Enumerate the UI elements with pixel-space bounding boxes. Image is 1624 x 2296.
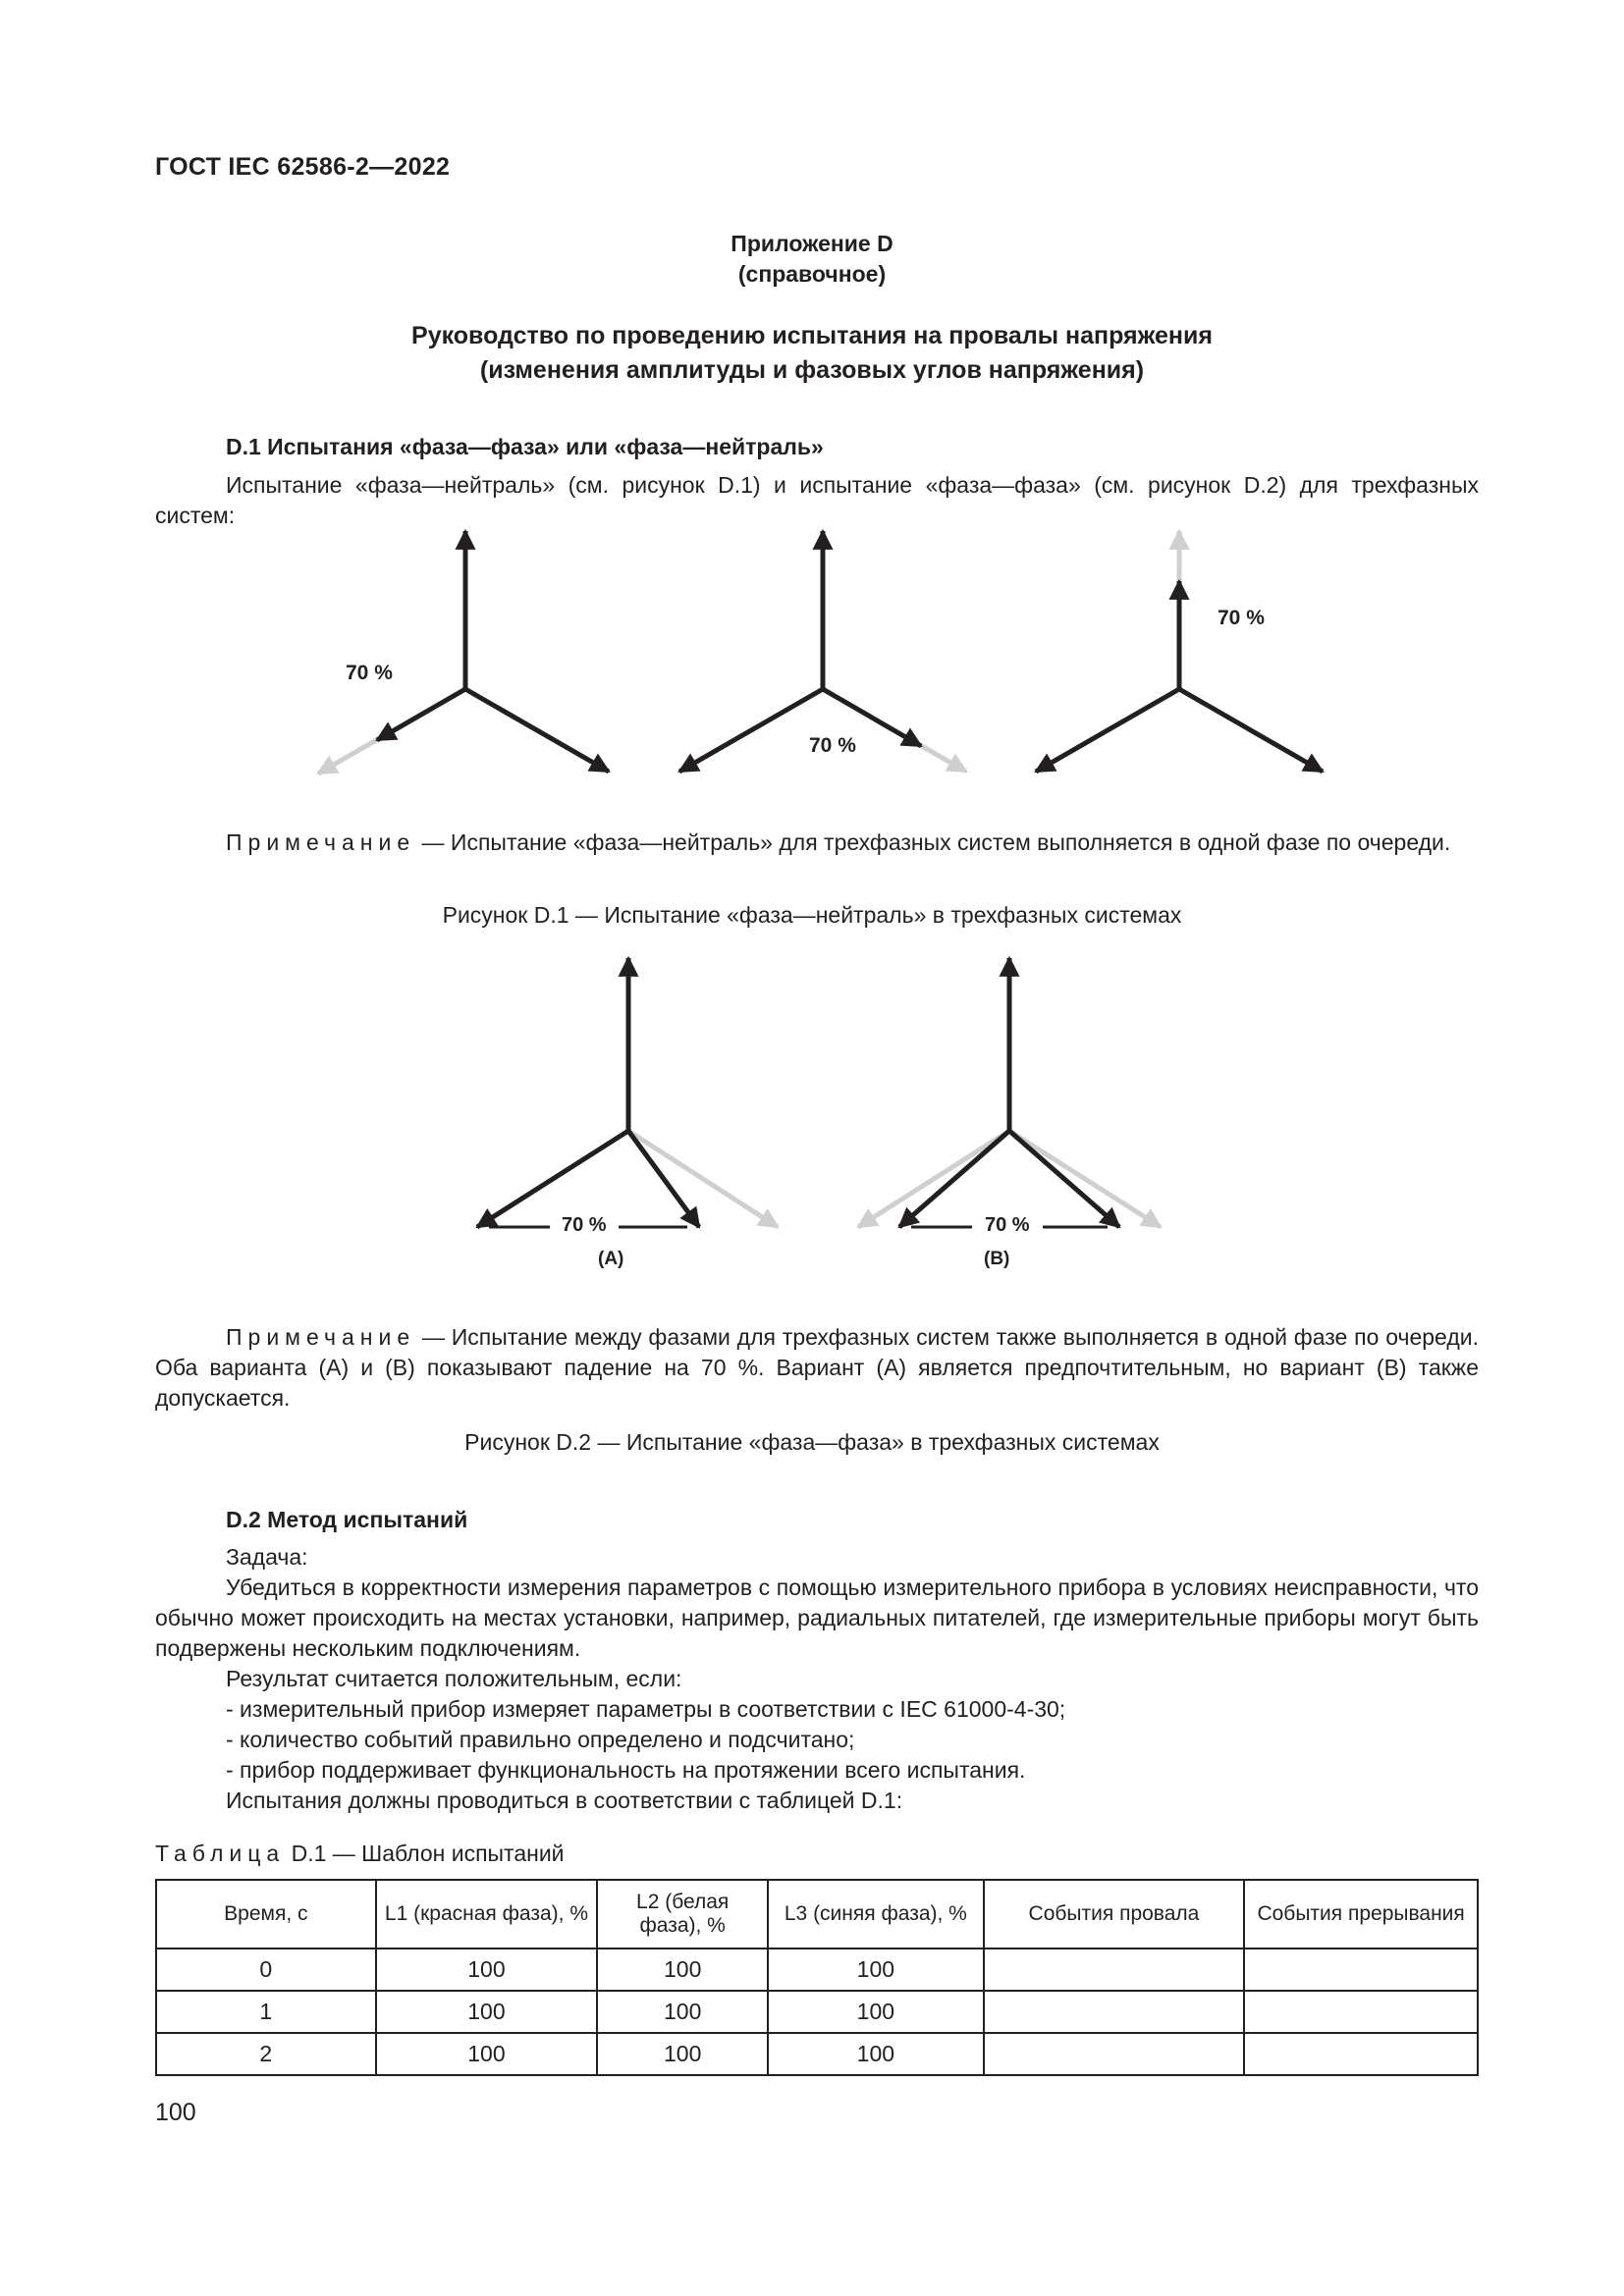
figure-d1-note: [155, 828, 1479, 858]
criterion-item: - измерительный прибор измеряет параметры в соответствии с IEC 61000-4-30;: [226, 1696, 1066, 1722]
figure-d1-label-3: 70 %: [1218, 607, 1265, 629]
table-cell: 0: [156, 1949, 376, 1991]
figure-d2-caption: Рисунок D.2 — Испытание «фаза—фаза» в трехфазных системах: [464, 1429, 1160, 1455]
closing-text: Испытания должны проводиться в соответствии с таблицей D.1:: [226, 1788, 903, 1813]
table-cell: [984, 2033, 1245, 2075]
figure-d1-diagram-1: [318, 531, 609, 774]
table-cell: 100: [597, 1991, 768, 2033]
table-d1-caption: [155, 1839, 565, 1869]
result-intro: Результат считается положительным, если:: [226, 1666, 682, 1691]
table-cell: 100: [376, 2033, 598, 2075]
table-cell: 100: [768, 1949, 984, 1991]
table-cell: [984, 1949, 1245, 1991]
section-d1-intro: Испытание «фаза—нейтраль» (см. рисунок D.1) и испытание «фаза—фаза» (см. рисунок D.2) для трехфазных систем:: [155, 472, 1479, 528]
figure-d2-variant-b-label: (B): [984, 1249, 1010, 1269]
table-cell: [1244, 2033, 1478, 2075]
table-cell: 100: [376, 1949, 598, 1991]
table-cell: 100: [768, 1991, 984, 2033]
page-number: 100: [155, 2099, 196, 2126]
figure-d1-label-2: 70 %: [809, 734, 856, 757]
table-row: [156, 1949, 1478, 1991]
annex-type: (справочное): [737, 261, 887, 287]
phase-vector-shifted: [628, 1131, 699, 1227]
figure-d2-label-b: 70 %: [985, 1214, 1030, 1236]
phase-vector: [679, 689, 823, 772]
figure-d1-diagram-3: [1036, 531, 1323, 772]
figure-d2-variant-b: [858, 958, 1161, 1227]
note-text: — Испытание «фаза—нейтраль» для трехфазных систем выполняется в одной фазе по очереди.: [415, 829, 1451, 855]
figure-d2-note: [155, 1322, 1479, 1414]
table-header-cell: События провала: [984, 1880, 1245, 1949]
table-cell: 100: [597, 1949, 768, 1991]
table-row: [156, 1991, 1478, 2033]
faded-vector: [1009, 1131, 1161, 1227]
phase-vector: [1036, 689, 1179, 772]
section-d1-heading: D.1 Испытания «фаза—фаза» или «фаза—нейтраль»: [226, 434, 824, 459]
phase-vector: [465, 689, 609, 772]
table-cell: 100: [768, 2033, 984, 2075]
figure-d1-label-1: 70 %: [346, 662, 393, 684]
table-header-cell: Время, с: [156, 1880, 376, 1949]
criterion-item: - прибор поддерживает функциональность на протяжении всего испытания.: [226, 1757, 1026, 1783]
phase-vector: [1179, 689, 1323, 772]
table-header-cell: События прерывания: [1244, 1880, 1478, 1949]
faded-vector: [858, 1131, 1009, 1227]
phase-vector-shifted: [899, 1131, 1009, 1227]
annex-title-line2: (изменения амплитуды и фазовых углов напряжения): [479, 356, 1145, 384]
table-cell: 1: [156, 1991, 376, 2033]
table-header-cell: L3 (синяя фаза), %: [768, 1880, 984, 1949]
phase-vector-reduced: [377, 689, 465, 740]
figure-d2-variant-a: [477, 958, 778, 1227]
table-cell: [984, 1991, 1245, 2033]
table-caption-label: Таблица: [155, 1841, 286, 1866]
table-header-cell: L2 (белая фаза), %: [597, 1880, 768, 1949]
annex-title-line1: Руководство по проведению испытания на провалы напряжения: [411, 322, 1213, 349]
table-d1: [155, 1879, 1479, 2076]
note-text: — Испытание между фазами для трехфазных систем также выполняется в одной фазе по очереди. Оба варианта (A) и (B) показывают падение на 70 %. Вариант (A) является предпочтительным, но вариант (B) также допускается.: [155, 1324, 1479, 1411]
phase-vector: [477, 1131, 628, 1227]
note-label: Примечание: [226, 829, 416, 855]
faded-vector: [628, 1131, 778, 1227]
note-label: Примечание: [226, 1324, 416, 1350]
table-cell: [1244, 1949, 1478, 1991]
standard-designation: ГОСТ IEC 62586-2—2022: [155, 153, 451, 181]
table-row: [156, 2033, 1478, 2075]
figure-d2-variant-a-label: (A): [598, 1249, 624, 1269]
table-cell: 100: [376, 1991, 598, 2033]
figure-d1-caption: Рисунок D.1 — Испытание «фаза—нейтраль» в трехфазных системах: [442, 902, 1182, 928]
table-header-row: [156, 1880, 1478, 1949]
section-d2-heading: D.2 Метод испытаний: [226, 1507, 468, 1532]
task-text: Убедиться в корректности измерения параметров с помощью измерительного прибора в условиях неисправности, что обычно может происходить на местах установки, например, радиальных питателей, где измерительные приборы могут быть подвержены нескольким подключениям.: [155, 1575, 1479, 1661]
figure-d2-label-a: 70 %: [562, 1214, 607, 1236]
phase-vector-shifted: [1009, 1131, 1119, 1227]
table-caption-text: D.1 — Шаблон испытаний: [285, 1841, 565, 1866]
table-cell: [1244, 1991, 1478, 2033]
table-cell: 100: [597, 2033, 768, 2075]
task-label: Задача:: [226, 1544, 308, 1570]
criterion-item: - количество событий правильно определено и подсчитано;: [226, 1727, 855, 1752]
table-cell: 2: [156, 2033, 376, 2075]
table-header-cell: L1 (красная фаза), %: [376, 1880, 598, 1949]
annex-label: Приложение D: [731, 231, 893, 256]
